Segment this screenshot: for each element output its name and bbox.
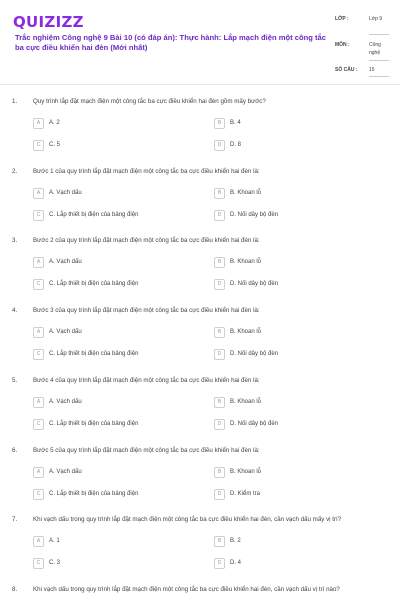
option-text: C. Lắp thiết bị điện của bảng điện [49,281,139,288]
option-key-box: D [214,140,225,151]
option-key-box: C [33,558,44,569]
option-key-box: A [33,536,44,547]
option-text: A. 2 [49,120,60,126]
answer-option-d[interactable] [214,210,374,222]
worksheet-header [0,0,400,88]
answer-option-d[interactable] [214,419,374,431]
worksheet-meta [333,12,393,90]
worksheet-title: Trắc nghiệm Công nghệ 9 Bài 10 (có đáp án): Thực hành: Lắp mạch điện một công tắc ba cực điều khiển hai đèn (Mới nhất) [15,33,326,52]
option-key-box: A [33,118,44,129]
question-text: Khi vạch dấu trong quy trình lắp đặt mạch điện một công tắc ba cực điều khiển hai đèn, cần vạch dấu vị trí nào? [33,585,340,593]
option-key-box: C [33,419,44,430]
option-text: B. Khoan lỗ [230,398,262,405]
meta-class-label: LỚP : [335,16,349,22]
question-number: 3. [12,237,18,245]
option-text: D. 4 [230,560,242,567]
answer-option-a[interactable] [33,467,193,479]
option-text: B. Khoan lỗ [230,329,262,336]
meta-divider [369,34,389,35]
answer-option-a[interactable] [33,327,193,339]
answer-option-d[interactable] [214,279,374,291]
option-key-box: D [214,349,225,360]
question-number: 5. [12,376,18,384]
option-key-box: B [214,397,225,408]
question-number: 7. [12,516,18,524]
option-text: A. 1 [49,538,60,545]
option-key-box: D [214,210,225,221]
answer-option-b[interactable] [214,327,374,339]
option-text: D. Nối dây bộ đèn [230,281,279,288]
question-item [0,377,400,437]
option-text: B. Khoan lỗ [230,189,262,196]
option-text: A. Vạch dấu [49,468,82,475]
question-item [0,237,400,297]
question-item [0,307,400,367]
question-number: 2. [12,167,18,175]
option-key-box: B [214,188,225,199]
option-key-box: A [33,397,44,408]
meta-subject-value: Công nghệ [369,42,381,56]
option-text: D. Nối dây bộ đèn [230,351,279,358]
option-key-box: B [214,536,225,547]
answer-option-c[interactable] [33,349,193,361]
question-number: 1. [12,98,18,105]
question-text: Quy trình lắp đặt mạch điện một công tắc ba cực điều khiển hai đèn gồm mấy bước? [33,98,266,105]
option-text: B. Khoan lỗ [230,259,262,266]
answer-option-b[interactable] [214,397,374,409]
question-text: Bước 1 của quy trình lắp đặt mạch điện một công tắc ba cực điều khiển hai đèn là: [33,167,260,175]
answer-option-b[interactable] [214,118,374,130]
answer-option-a[interactable] [33,397,193,409]
meta-count-label: SỐ CÂU : [335,67,358,73]
question-item [0,168,400,228]
answer-option-b[interactable] [214,188,374,200]
option-key-box: C [33,489,44,500]
option-text: B. 4 [230,120,241,126]
answer-option-c[interactable] [33,210,193,222]
question-text: Bước 5 của quy trình lắp đặt mạch điện một công tắc ba cực điều khiển hai đèn là: [33,446,260,454]
answer-option-c[interactable] [33,140,193,152]
meta-divider [369,60,389,61]
answer-option-c[interactable] [33,558,193,570]
option-key-box: D [214,558,225,569]
question-text: Khi vạch dấu trong quy trình lắp đặt mạch điện một công tắc ba cực điều khiển hai đèn, cần vạch dấu mấy vị trí? [33,516,342,524]
option-text: C. Lắp thiết bị điện của bảng điện [49,351,139,358]
option-key-box: D [214,489,225,500]
option-text: C. Lắp thiết bị điện của bảng điện [49,211,139,218]
answer-option-a[interactable] [33,536,193,548]
answer-option-a[interactable] [33,188,193,200]
option-text: C. 5 [49,142,61,148]
option-text: B. 2 [230,538,241,545]
option-key-box: C [33,140,44,151]
answer-option-d[interactable] [214,558,374,570]
question-item [0,98,400,158]
question-item [0,447,400,507]
meta-count [333,64,393,90]
answer-option-a[interactable] [33,257,193,269]
question-text: Bước 3 của quy trình lắp đặt mạch điện một công tắc ba cực điều khiển hai đèn là: [33,307,260,315]
answer-option-b[interactable] [214,257,374,269]
option-key-box: B [214,467,225,478]
option-key-box: A [33,327,44,338]
option-key-box: B [214,327,225,338]
option-text: D. 8 [230,142,242,148]
option-text: C. 3 [49,560,61,567]
answer-option-d[interactable] [214,140,374,152]
quizizz-logo: QUIZIZZ [13,13,84,31]
question-item [0,516,400,576]
question-number: 8. [12,585,18,593]
option-text: C. Lắp thiết bị điện của bảng điện [49,490,139,497]
question-text: Bước 4 của quy trình lắp đặt mạch điện một công tắc ba cực điều khiển hai đèn là: [33,376,260,384]
answer-option-a[interactable] [33,118,193,130]
answer-option-d[interactable] [214,349,374,361]
option-key-box: A [33,467,44,478]
question-text: Bước 2 của quy trình lắp đặt mạch điện một công tắc ba cực điều khiển hai đèn là: [33,237,260,245]
option-text: B. Khoan lỗ [230,468,262,475]
answer-option-c[interactable] [33,279,193,291]
option-key-box: D [214,419,225,430]
meta-class-value: Lớp 9 [369,16,383,22]
answer-option-b[interactable] [214,536,374,548]
option-text: C. Lắp thiết bị điện của bảng điện [49,420,139,427]
option-key-box: A [33,188,44,199]
option-text: A. Vạch dấu [49,189,82,196]
option-key-box: D [214,279,225,290]
option-text: D. Nối dây bộ đèn [230,420,279,427]
option-key-box: B [214,257,225,268]
option-text: D. Nối dây bộ đèn [230,211,279,218]
question-number: 4. [12,307,18,315]
meta-subject [333,38,393,64]
option-key-box: C [33,279,44,290]
option-text: A. Vạch dấu [49,398,82,405]
answer-option-c[interactable] [33,419,193,431]
answer-option-c[interactable] [33,489,193,501]
question-number: 6. [12,446,18,454]
option-key-box: C [33,349,44,360]
option-text: D. Kiểm tra [230,490,261,497]
meta-divider [369,76,389,77]
answer-option-d[interactable] [214,489,374,501]
header-divider [0,84,400,85]
answer-option-b[interactable] [214,467,374,479]
option-text: A. Vạch dấu [49,329,82,336]
question-item [0,586,400,600]
option-key-box: B [214,118,225,129]
meta-class [333,12,393,38]
option-text: A. Vạch dấu [49,259,82,266]
option-key-box: C [33,210,44,221]
meta-subject-label: MÔN : [335,42,350,48]
meta-count-value: 15 [369,67,375,73]
option-key-box: A [33,257,44,268]
